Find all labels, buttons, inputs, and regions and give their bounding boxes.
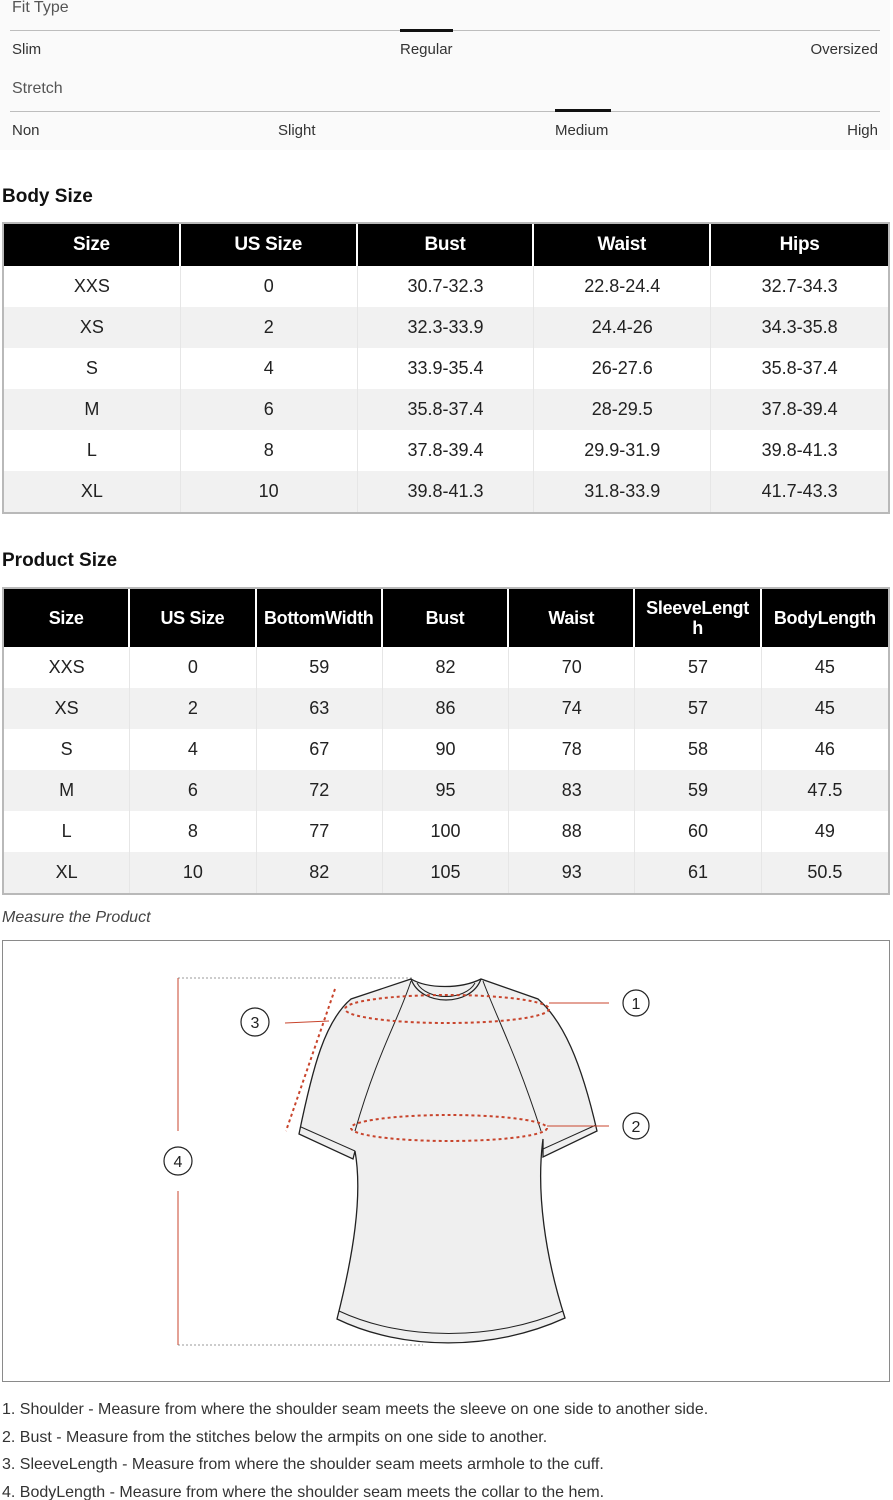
table-cell: 0 — [130, 647, 256, 688]
table-cell: 100 — [383, 811, 509, 852]
stretch-option-medium: Medium — [555, 122, 609, 139]
table-cell: 90 — [383, 729, 509, 770]
table-cell: 70 — [509, 647, 635, 688]
measurement-notes — [2, 1396, 890, 1500]
table-cell: 28-29.5 — [534, 389, 711, 430]
table-row — [4, 348, 888, 389]
note-shoulder: 1. Shoulder - Measure from where the shoulder seam meets the sleeve on one side to another side. — [2, 1401, 709, 1418]
stretch-option-non: Non — [12, 122, 40, 139]
table-cell: 31.8-33.9 — [534, 471, 711, 512]
table-cell: 59 — [257, 647, 383, 688]
table-cell: S — [4, 729, 130, 770]
tshirt-shape — [299, 979, 597, 1343]
table-cell: 82 — [257, 852, 383, 893]
table-cell: 61 — [635, 852, 761, 893]
fit-option-oversized: Oversized — [810, 41, 878, 58]
tshirt-illustration — [3, 941, 891, 1383]
table-cell: XS — [4, 688, 130, 729]
table-cell: 39.8-41.3 — [711, 430, 888, 471]
stretch-option-slight: Slight — [278, 122, 316, 139]
table-cell: 88 — [509, 811, 635, 852]
table-cell: XS — [4, 307, 181, 348]
table-cell: 49 — [762, 811, 888, 852]
fit-type-title: Fit Type — [12, 0, 69, 16]
table-cell: 37.8-39.4 — [358, 430, 535, 471]
table-row — [4, 811, 888, 852]
column-header-us-size: US Size — [181, 224, 358, 266]
table-cell: 57 — [635, 688, 761, 729]
table-cell: 67 — [257, 729, 383, 770]
stretch-title: Stretch — [12, 80, 63, 97]
table-cell: 105 — [383, 852, 509, 893]
table-cell: 86 — [383, 688, 509, 729]
body-size-title: Body Size — [2, 186, 93, 207]
marker-label-3: 3 — [250, 1015, 260, 1032]
table-row — [4, 307, 888, 348]
table-cell: L — [4, 430, 181, 471]
table-cell: 22.8-24.4 — [534, 266, 711, 307]
table-cell: XXS — [4, 266, 181, 307]
table-cell: 57 — [635, 647, 761, 688]
table-row — [4, 647, 888, 688]
column-header-size: Size — [4, 589, 130, 647]
marker-label-1: 1 — [631, 996, 641, 1013]
table-cell: XL — [4, 852, 130, 893]
column-header-waist: Waist — [509, 589, 635, 647]
table-cell: 29.9-31.9 — [534, 430, 711, 471]
table-cell: 30.7-32.3 — [358, 266, 535, 307]
table-cell: 8 — [130, 811, 256, 852]
table-cell: 35.8-37.4 — [711, 348, 888, 389]
table-cell: 72 — [257, 770, 383, 811]
table-cell: XL — [4, 471, 181, 512]
table-cell: M — [4, 770, 130, 811]
table-cell: 4 — [130, 729, 256, 770]
table-cell: 78 — [509, 729, 635, 770]
marker-label-4: 4 — [173, 1154, 183, 1171]
table-cell: 10 — [181, 471, 358, 512]
table-cell: 6 — [181, 389, 358, 430]
table-cell: 6 — [130, 770, 256, 811]
stretch-selected-marker — [555, 109, 611, 112]
table-header-row — [4, 224, 888, 266]
table-cell: 2 — [130, 688, 256, 729]
table-cell: 33.9-35.4 — [358, 348, 535, 389]
table-row — [4, 471, 888, 512]
table-row — [4, 852, 888, 893]
product-size-table-frame — [2, 587, 890, 895]
table-cell: 47.5 — [762, 770, 888, 811]
table-cell: 45 — [762, 647, 888, 688]
fit-option-regular: Regular — [400, 41, 453, 58]
table-cell: 59 — [635, 770, 761, 811]
column-header-bust: Bust — [358, 224, 535, 266]
table-cell: 32.3-33.9 — [358, 307, 535, 348]
measurement-diagram — [2, 940, 890, 1382]
column-header-bottom-width: BottomWidth — [257, 589, 383, 647]
table-cell: XXS — [4, 647, 130, 688]
fit-option-slim: Slim — [12, 41, 42, 58]
table-cell: 34.3-35.8 — [711, 307, 888, 348]
column-header-sleeve-length: SleeveLength — [635, 589, 761, 647]
note-sleeve-length: 3. SleeveLength - Measure from where the shoulder seam meets armhole to the cuff. — [2, 1456, 604, 1473]
table-row — [4, 770, 888, 811]
stretch-scale-line — [10, 111, 880, 112]
sleeve-length-leader-line — [285, 1021, 329, 1023]
table-row — [4, 266, 888, 307]
table-cell: 39.8-41.3 — [358, 471, 535, 512]
table-row — [4, 729, 888, 770]
table-cell: 45 — [762, 688, 888, 729]
table-cell: 37.8-39.4 — [711, 389, 888, 430]
table-cell: S — [4, 348, 181, 389]
product-size-title: Product Size — [2, 550, 118, 571]
table-cell: 58 — [635, 729, 761, 770]
fit-type-selected-marker — [400, 29, 453, 32]
table-cell: 60 — [635, 811, 761, 852]
table-cell: 95 — [383, 770, 509, 811]
table-cell: 26-27.6 — [534, 348, 711, 389]
table-cell: 46 — [762, 729, 888, 770]
table-cell: M — [4, 389, 181, 430]
table-row — [4, 430, 888, 471]
table-cell: 74 — [509, 688, 635, 729]
table-cell: 82 — [383, 647, 509, 688]
table-cell: 83 — [509, 770, 635, 811]
table-cell: 77 — [257, 811, 383, 852]
table-cell: 41.7-43.3 — [711, 471, 888, 512]
table-cell: 10 — [130, 852, 256, 893]
column-header-body-length: BodyLength — [762, 589, 888, 647]
table-cell: 32.7-34.3 — [711, 266, 888, 307]
table-cell: 2 — [181, 307, 358, 348]
note-body-length: 4. BodyLength - Measure from where the shoulder seam meets the collar to the hem. — [2, 1483, 605, 1500]
table-cell: 35.8-37.4 — [358, 389, 535, 430]
column-header-waist: Waist — [534, 224, 711, 266]
stretch-option-high: High — [847, 122, 878, 139]
table-cell: 4 — [181, 348, 358, 389]
measure-caption: Measure the Product — [2, 909, 151, 926]
note-bust: 2. Bust - Measure from the stitches below the armpits on one side to another. — [2, 1428, 548, 1446]
table-cell: 63 — [257, 688, 383, 729]
table-cell: 93 — [509, 852, 635, 893]
marker-label-2: 2 — [631, 1119, 641, 1136]
column-header-size: Size — [4, 224, 181, 266]
fit-stretch-panel — [0, 0, 890, 150]
column-header-bust: Bust — [383, 589, 509, 647]
table-cell: L — [4, 811, 130, 852]
body-size-table — [4, 224, 888, 512]
table-cell: 50.5 — [762, 852, 888, 893]
table-cell: 24.4-26 — [534, 307, 711, 348]
table-header-row — [4, 589, 888, 647]
column-header-hips: Hips — [711, 224, 888, 266]
product-size-table — [4, 589, 888, 893]
column-header-us-size: US Size — [130, 589, 256, 647]
table-row — [4, 688, 888, 729]
table-cell: 8 — [181, 430, 358, 471]
table-row — [4, 389, 888, 430]
table-cell: 0 — [181, 266, 358, 307]
body-size-table-frame — [2, 222, 890, 514]
